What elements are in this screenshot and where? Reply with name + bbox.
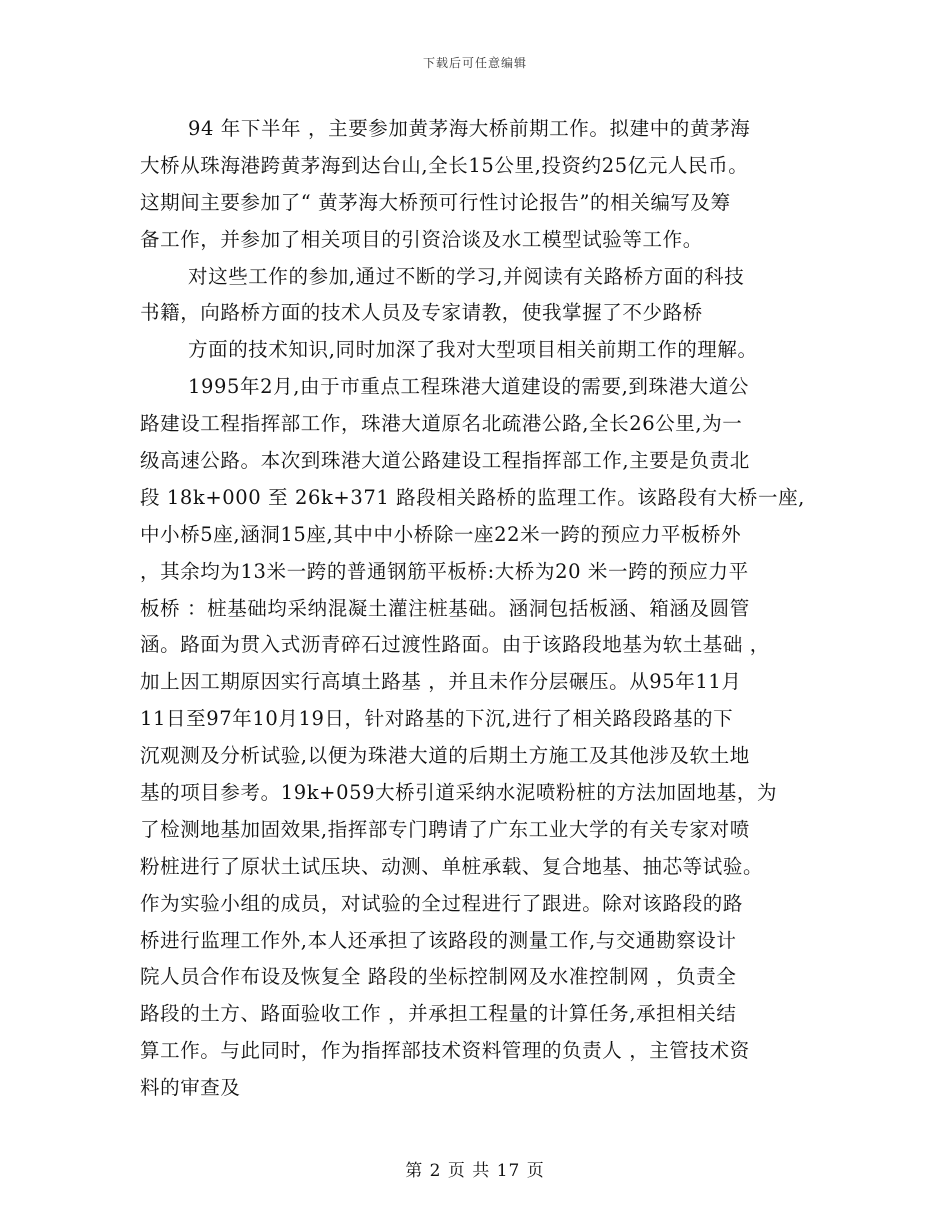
text-line: 算工作。与此同时，作为指挥部技术资料管理的负责人 ，主管技术资 [140, 1039, 750, 1063]
text-line: 11日至97年10月19日，针对路基的下沉,进行了相关路段路基的下 [140, 707, 734, 731]
text-line: 备工作，并参加了相关项目的引资洽谈及水工模型试验等工作。 [140, 227, 703, 251]
text-line: 1995年2月,由于市重点工程珠港大道建设的需要,到珠港大道公 [188, 375, 750, 399]
text-line: 段 18k+000 至 26k+371 路段相关路桥的监理工作。该路段有大桥一座, [140, 485, 805, 509]
text-line: 书籍，向路桥方面的技术人员及专家请教，使我掌握了不少路桥 [140, 301, 703, 325]
text-line: 了检测地基加固效果,指挥部专门聘请了广东工业大学的有关专家对喷 [140, 817, 750, 841]
text-line: 料的审查及 [140, 1076, 241, 1100]
text-line: 作为实验小组的成员，对试验的全过程进行了跟进。除对该路段的路 [140, 891, 744, 915]
page-header: 下载后可任意编辑 [422, 56, 527, 70]
text-line: 粉桩进行了原状土试压块、动测、单桩承载、复合地基、抽芯等试验。 [140, 854, 764, 878]
document-body [140, 111, 812, 1107]
text-line: ，其余均为13米一跨的普通钢筋平板桥:大桥为20 米一跨的预应力平 [140, 559, 749, 583]
page-footer: 第 2 页 共 17 页 [405, 1161, 545, 1181]
text-line: 院人员合作布设及恢复全 路段的坐标控制网及水准控制网 ，负责全 [140, 965, 737, 989]
text-line: 路建设工程指挥部工作，珠港大道原名北疏港公路,全长26公里,为一 [140, 412, 743, 436]
text-line: 路段的土方、路面验收工作 ，并承担工程量的计算任务,承担相关结 [140, 1002, 737, 1026]
text-line: 基的项目参考。19k+059大桥引道采纳水泥喷粉桩的方法加固地基，为 [140, 781, 778, 805]
text-line: 桥进行监理工作外,本人还承担了该路段的测量工作,与交通勘察设计 [140, 928, 737, 952]
text-line: 板桥 ：桩基础均采纳混凝土灌注桩基础。涵洞包括板涵、箱涵及圆管 [140, 596, 750, 620]
text-line: 级高速公路。本次到珠港大道公路建设工程指挥部工作,主要是负责北 [140, 449, 750, 473]
text-line: 方面的技术知识,同时加深了我对大型项目相关前期工作的理解。 [188, 338, 758, 362]
text-line: 涵。路面为贯入式沥青碎石过渡性路面。由于该路段地基为软土基础 ， [140, 633, 770, 657]
text-line: 加上因工期原因实行高填土路基 ，并且未作分层碾压。从95年11月 [140, 670, 742, 694]
text-line: 大桥从珠海港跨黄茅海到达台山,全长15公里,投资约25亿元人民币。 [140, 153, 749, 177]
text-line: 94 年下半年 ，主要参加黄茅海大桥前期工作。拟建中的黄茅海 [188, 117, 751, 140]
text-line: 对这些工作的参加,通过不断的学习,并阅读有关路桥方面的科技 [188, 264, 745, 288]
text-line: 中小桥5座,涵洞15座,其中中小桥除一座22米一跨的预应力平板桥外 [140, 522, 742, 546]
text-line: 这期间主要参加了“ 黄茅海大桥预可行性讨论报告”的相关编写及筹 [140, 190, 731, 214]
text-line: 沉观测及分析试验,以便为珠港大道的后期土方施工及其他涉及软土地 [140, 744, 750, 768]
